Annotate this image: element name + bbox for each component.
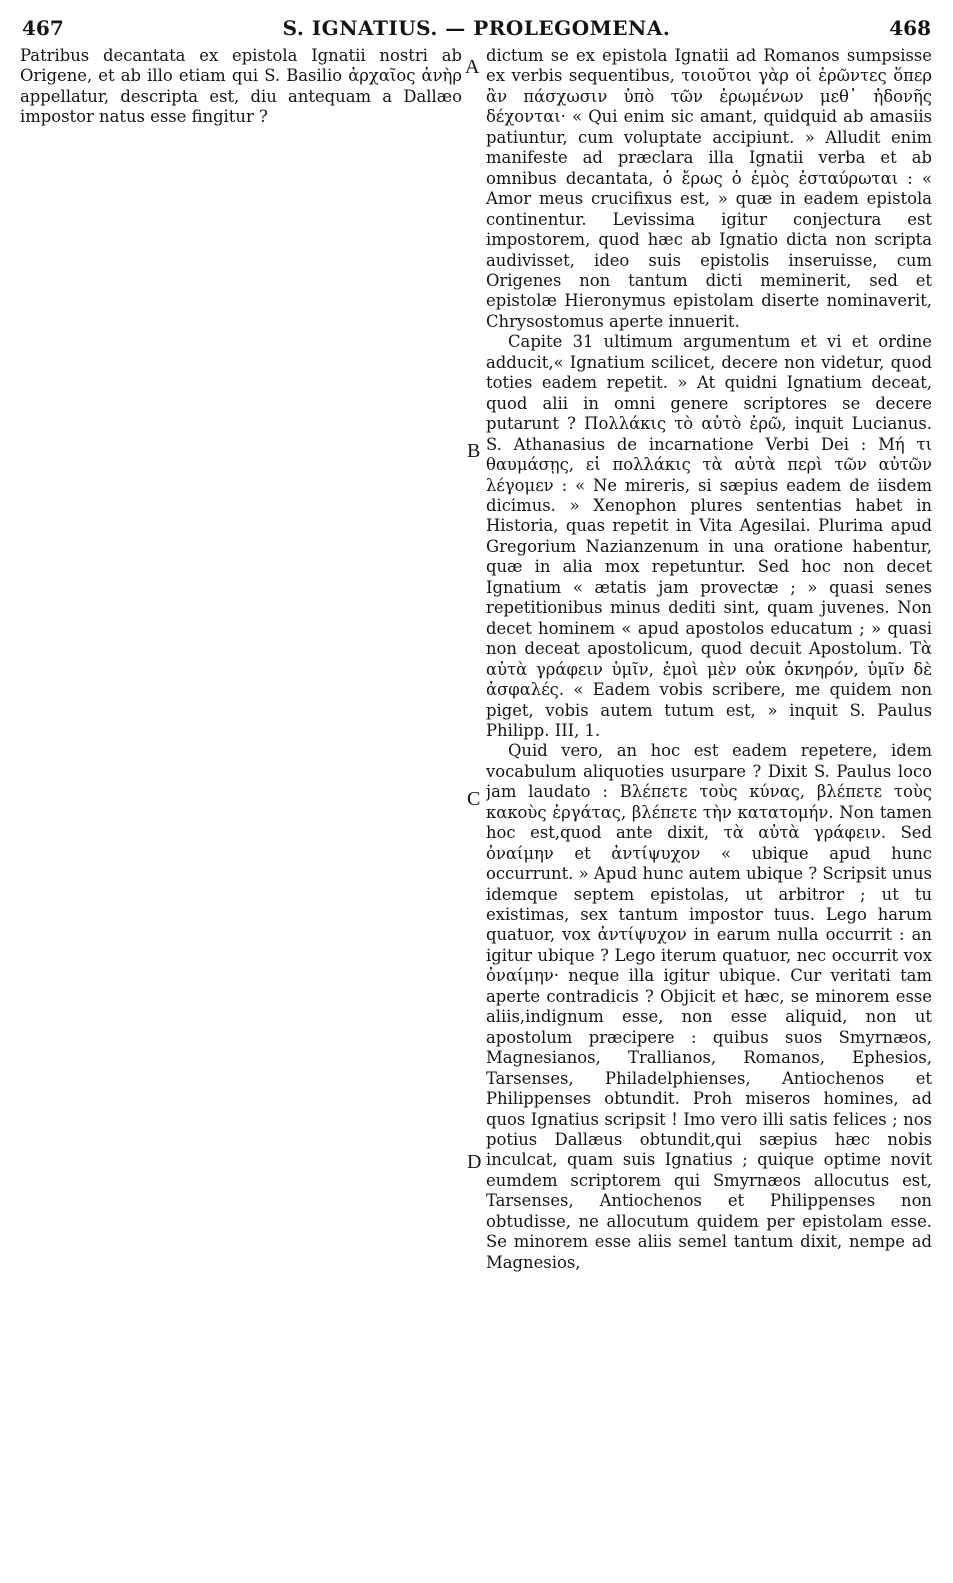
margin-marker-d: D <box>467 1151 482 1173</box>
margin-marker-c: C <box>467 788 481 810</box>
margin-marker-a: A <box>465 56 480 78</box>
right-paragraph-3: Quid vero, an hoc est eadem repetere, idem vocabulum aliquoties usurpare ? Dixit S. Paulus loco jam laudato : Βλέπετε τοὺς κύνας, βλέπετε τοὺς κακοὺς ἐργάτας, βλέπετε τὴν κατατομήν. Non tamen hoc est,quod ante dixit, τὰ αὐτὰ γράφειν. Sed ὀναίμην et ἀντίψυχον « ubique apud hunc occurrunt. » Apud hunc autem ubique ? Scripsit unus idemque septem epistolas, ut arbitror ; ut tu existimas, sex tantum impostor tuus. Lego harum quatuor, vox ἀντίψυχον in earum nulla occurrit : an igitur ubique ? Lego iterum quatuor, nec occurrit vox ὀναίμην· neque illa igitur ubique. Cur veritati tam aperte contradicis ? Objicit et hæc, se minorem esse aliis,indignum esse, non esse aliquid, non ut apostolum præcipere : quibus suos Smyrnæos, Magnesianos, Trallianos, Romanos, Ephesios, Tarsenses, Philadelphienses, Antiochenos et Philippenses obtundit. Proh miseros homines, ad quos Ignatius scripsit ! Imo vero illi satis felices ; nos potius Dallæus obtundit,qui sæpius hæc nobis inculcat, quam suis Ignatius ; quique optime novit eumdem scriptorem qui Smyrnæos allocutus est, Tarsenses, Antiochenos et Philippenses non obtudisse, ne allocutum quidem per epistolam esse. Se minorem esse aliis semel tantum dixit, nempe ad Magnesios, <box>486 741 932 1272</box>
margin-marker-b: B <box>467 440 481 462</box>
page-number-right: 468 <box>889 16 931 40</box>
left-column <box>20 46 462 1571</box>
running-header <box>0 14 953 44</box>
right-paragraph-2: Capite 31 ultimum argumentum et vi et ordine adducit,« Ignatium scilicet, decere non videtur, quod toties eadem repetit. » At quidni Ignatium deceat, quod alii in omni genere scriptores se decere putarunt ? Πολλάκις τὸ αὐτὸ ἐρῶ, inquit Lucianus. S. Athanasius de incarnatione Verbi Dei : Μή τι θαυμάσῃς, εἰ πολλάκις τὰ αὐτὰ περὶ τῶν αὐτῶν λέγομεν : « Ne mireris, si sæpius eadem de iisdem dicimus. » Xenophon plures sententias habet in Historia, quas repetit in Vita Agesilai. Plurima apud Gregorium Nazianzenum in una oratione habentur, quæ in alia mox repetuntur. Sed hoc non decet Ignatium « ætatis jam provectæ ; » quasi senes repetitionibus minus dediti sint, quam juvenes. Non decet hominem « apud apostolos educatum ; » quasi non deceat apostolicum, quod decuit Apostolum. Τὰ αὐτὰ γράφειν ὑμῖν, ἐμοὶ μὲν οὐκ ὀκνηρόν, ὑμῖν δὲ ἀσφαλές. « Eadem vobis scribere, me quidem non piget, vobis autem tutum est, » inquit S. Paulus Philipp. III, 1. <box>486 332 932 740</box>
right-paragraph-1: dictum se ex epistola Ignatii ad Romanos sumpsisse ex verbis sequentibus, τοιοῦτοι γὰρ οἱ ἐρῶντες ὅπερ ἂν πάσχωσιν ὑπὸ τῶν ἐρωμένων μεθ᾽ ἡδονῆς δέχονται· « Qui enim sic amant, quidquid ab amasiis patiuntur, cum voluptate accipiunt. » Alludit enim manifeste ad præclara illa Ignatii verba et ab omnibus decantata, ὁ ἔρως ὁ ἐμὸς ἐσταύρωται : « Amor meus crucifixus est, » quæ in eadem epistola continentur. Levissima igitur conjectura est impostorem, quod hæc ab Ignatio dicta non scripta audivisset, ideo suis epistolis inseruisse, cum Origenes non tantum dicti meminerit, sed et epistolæ Hieronymus epistolam diserte nominaverit, Chrysostomus aperte innuerit. <box>486 46 932 331</box>
page-number-left: 467 <box>22 16 64 40</box>
left-paragraph-1: Patribus decantata ex epistola Ignatii nostri ab Origene, et ab illo etiam qui S. Basilio ἀρχαῖος ἀνὴρ appellatur, descripta est, diu antequam a Dallæo impostor natus esse fingitur ? <box>20 46 462 127</box>
running-title: S. IGNATIUS. — PROLEGOMENA. <box>282 16 671 40</box>
right-column <box>486 46 932 1571</box>
